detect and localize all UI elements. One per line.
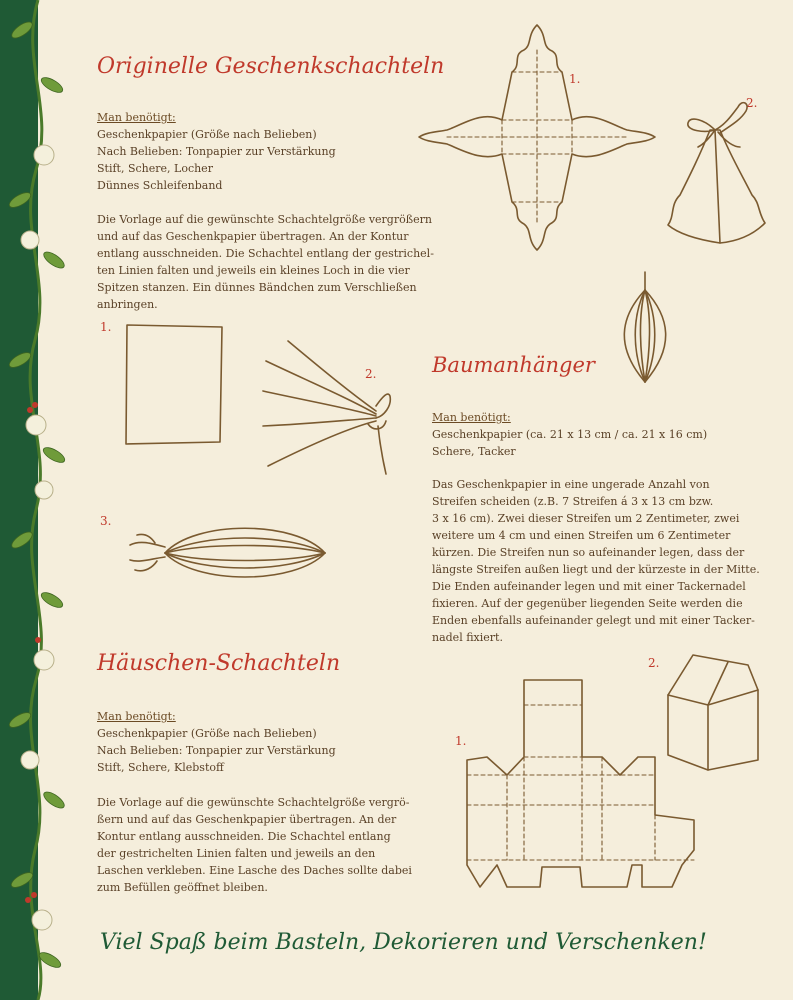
closing-message: Viel Spaß beim Basteln, Dekorieren und Verschenken! <box>100 930 707 955</box>
section-title-baumanhaenger: Baumanhänger <box>432 353 595 377</box>
ornament-illustration <box>610 272 680 387</box>
needs-list: Geschenkpapier (Größe nach Belieben) Nach Belieben: Tonpapier zur Verstärkung Stift, Schere, Klebstoff <box>97 727 336 774</box>
section-title-geschenkschachteln: Originelle Geschenkschachteln <box>97 54 445 79</box>
needs-list: Geschenkpapier (ca. 21 x 13 cm / ca. 21 x 16 cm) Schere, Tacker <box>432 428 708 458</box>
paper-sheet-illustration <box>122 322 227 447</box>
step-number: 1. <box>100 320 112 334</box>
vine-decoration <box>0 0 70 1000</box>
instructions-text: Die Vorlage auf die gewünschte Schachtelgröße vergrößern und auf das Geschenkpapier übertragen. An der Kontur entlang ausschneiden. Die Schachtel entlang der gestrichel- ten Linien falten und jeweils ein kleines Loch in die vier Spitzen stanzen. Ein dünnes Bändchen zum Verschließen anbringen. <box>97 213 434 311</box>
needs-list: Geschenkpapier (Größe nach Belieben) Nach Belieben: Tonpapier zur Verstärkung Stift, Schere, Locher Dünnes Schleifenband <box>97 128 336 192</box>
step-number: 1. <box>455 734 467 748</box>
needs-label: Man benötigt: <box>97 710 176 723</box>
needs-label: Man benötigt: <box>432 411 511 424</box>
step-number: 1. <box>569 72 581 86</box>
folded-box-illustration <box>660 95 770 245</box>
step-number: 2. <box>365 367 377 381</box>
box-template-illustration <box>412 20 662 255</box>
step-number: 2. <box>648 656 660 670</box>
house-box-illustration <box>663 650 763 775</box>
needs-label: Man benötigt: <box>97 111 176 124</box>
step-number: 2. <box>746 96 758 110</box>
instructions-text: Die Vorlage auf die gewünschte Schachtelgröße vergrö- ßern und auf das Geschenkpapier übertragen. An der Kontur entlang ausschneiden. Die Schachtel entlang der gestrichelten Linien falten und jeweils an den Laschen verkleben. Eine Lasche des Daches sollte dabei zum Befüllen geöffnet bleiben. <box>97 796 412 894</box>
step-number: 3. <box>100 514 112 528</box>
paper-strips-illustration <box>258 336 408 476</box>
instructions-text: Das Geschenkpapier in eine ungerade Anzahl von Streifen scheiden (z.B. 7 Streifen á 3 x 13 cm bzw. 3 x 16 cm). Zwei dieser Streifen um 2 Zentimeter, zwei weitere um 4 cm und einen Streifen um 6 Zentimeter kürzen. Die Streifen nun so aufeinander legen, dass der längste Streifen außen liegt und der kürzeste in der Mitte. Die Enden aufeinander legen und mit einer Tackernadel fixieren. Auf der gegenüber liegenden Seite werden die Enden ebenfalls aufeinander gelegt und mit einer Tacker- nadel fixiert. <box>432 478 760 644</box>
ornament-shaping-illustration <box>125 515 335 590</box>
section-title-haeuschen: Häuschen-Schachteln <box>97 651 341 676</box>
